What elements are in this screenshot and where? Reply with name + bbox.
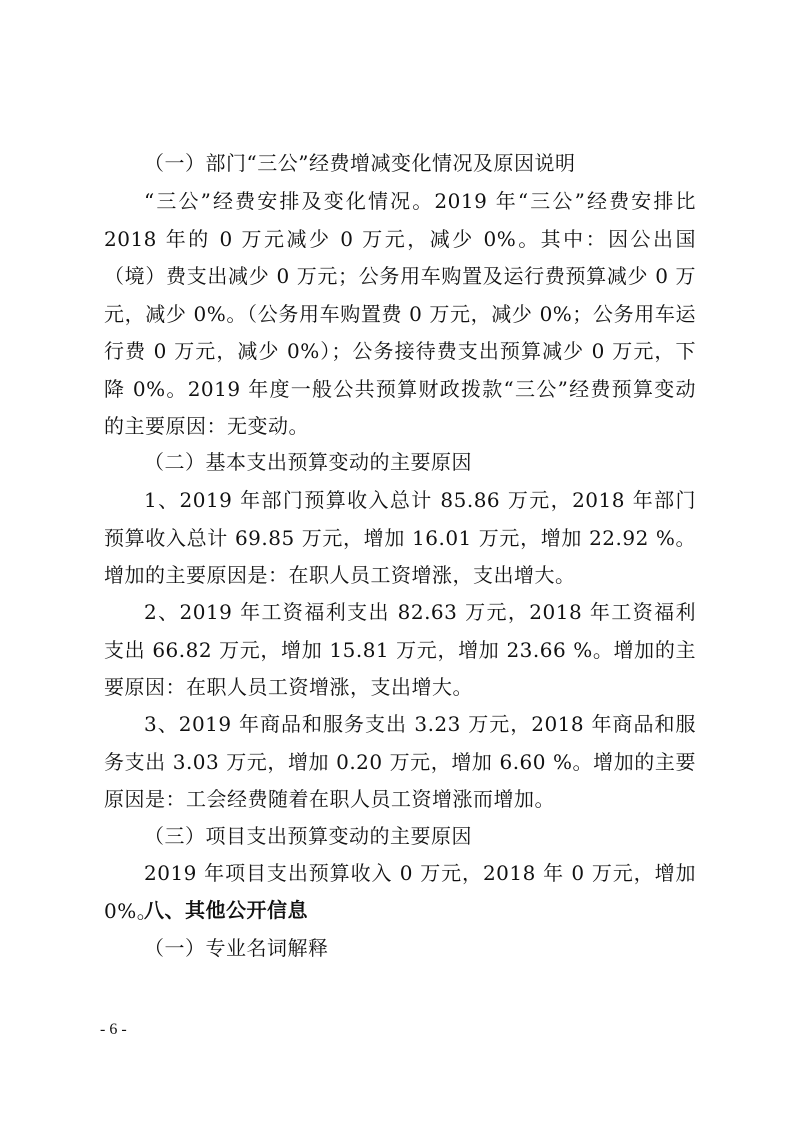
paragraph-item-1: 1、2019 年部门预算收入总计 85.86 万元，2018 年部门预算收入总计 69.85 万元，增加 16.01 万元，增加 22.92 %。增加的主要原因是：在职人员工资增涨，支出增大。	[104, 488, 696, 587]
section-heading-glossary: （一）专业名词解释	[144, 936, 329, 960]
section-heading-1: （一）部门“三公”经费增减变化情况及原因说明	[144, 151, 576, 175]
paragraph-item-3: 3、2019 年商品和服务支出 3.23 万元，2018 年商品和服务支出 3.03 万元，增加 0.20 万元，增加 6.60 %。增加的主要原因是：工会经费随着在职人员工资增涨而增加。	[104, 712, 696, 811]
page-number: - 6 -	[100, 1021, 127, 1038]
paragraph-three-public-funds: “三公”经费安排及变化情况。2019 年“三公”经费安排比 2018 年的 0 万元减少 0 万元，减少 0%。其中：因公出国（境）费支出减少 0 万元；公务用车购置及运行费预算减少 0 万元，减少 0%。（公务用车购置费 0 万元，减少 0%；公务用车运行费 0 万元，减少 0%）；公务接待费支出预算减少 0 万元，下降 0%。2019 年度一般公共预算财政拨款“三公”经费预算变动的主要原因：无变动。	[104, 189, 696, 438]
section-heading-3: （三）项目支出预算变动的主要原因	[144, 824, 472, 848]
section-heading-2: （二）基本支出预算变动的主要原因	[144, 450, 472, 474]
paragraph-item-2: 2、2019 年工资福利支出 82.63 万元，2018 年工资福利支出 66.82 万元，增加 15.81 万元，增加 23.66 %。增加的主要原因：在职人员工资增涨，支出增大。	[104, 600, 696, 699]
paragraph-project-expense: 2019 年项目支出预算收入 0 万元，2018 年 0 万元，增加 0%。	[104, 861, 696, 923]
section-heading-8: 八、其他公开信息	[144, 898, 308, 922]
